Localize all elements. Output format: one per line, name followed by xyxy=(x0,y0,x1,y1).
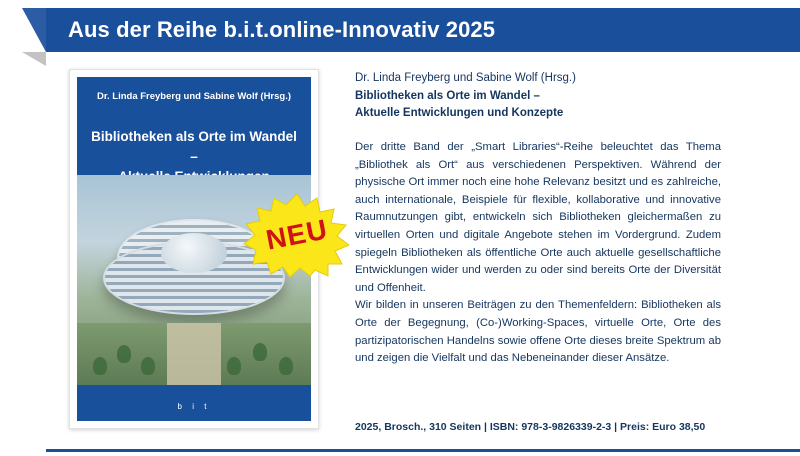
header-banner xyxy=(46,8,800,52)
tree-icon xyxy=(117,345,131,363)
new-badge xyxy=(243,192,351,278)
cover-title-line-1: Bibliotheken als Orte im Wandel – xyxy=(91,129,297,164)
tree-icon xyxy=(93,357,107,375)
book-description xyxy=(355,139,721,368)
corner-fold-icon xyxy=(22,8,46,52)
book-metadata: 2025, Brosch., 310 Seiten | ISBN: 978-3-9826339-2-3 | Preis: Euro 38,50 xyxy=(355,421,706,433)
tree-icon xyxy=(253,343,267,361)
book-description-paragraph-2: Wir bilden in unseren Beiträgen zu den Themenfeldern: Bibliotheken als Orte der Begegnung, (Co-)Working-Spaces, virtuelle Orte, Orte des partizipatorischen Handelns sowie offene Orte dieses breite Spektrum ab und zeigen die Vielfalt und das Nebeneinander dieser Ansätze. xyxy=(355,299,721,365)
book-title-line-2: Aktuelle Entwicklungen und Konzepte xyxy=(355,107,564,119)
plaza-path xyxy=(167,323,221,385)
book-info xyxy=(355,70,721,368)
book-authors: Dr. Linda Freyberg und Sabine Wolf (Hrsg.) xyxy=(355,72,576,84)
cover-editors: Dr. Linda Freyberg und Sabine Wolf (Hrsg.) xyxy=(96,91,292,102)
new-badge-label: NEU xyxy=(263,213,331,256)
tree-icon xyxy=(279,357,293,375)
book-title-line-1: Bibliotheken als Orte im Wandel – xyxy=(355,90,540,102)
page-title: Aus der Reihe b.i.t.online-Innovativ 2025 xyxy=(68,17,496,42)
book-description-paragraph-1: Der dritte Band der „Smart Libraries“-Reihe beleuchtet das Thema „Bibliothek als Ort“ aus verschiedenen Perspektiven. Während der physische Ort immer noch eine hohe Relevanz besitzt und es zahlreiche, auch internationale, Beispiele für flexible, kollaborative und innovative Raumnutzungen gibt, entwickeln sich Bibliotheken gleichermaßen zu virtuellen Orten und digitale Angebote stehen im Vordergrund. Zudem spiegeln Bibliotheken als öffentliche Orte auch aktuelle gesellschaftliche Entwicklungen wider und werden zu oder sind bereits Orte der Diversität und Offenheit. xyxy=(355,141,721,294)
tree-icon xyxy=(141,357,155,375)
bottom-divider xyxy=(46,449,800,452)
building-core xyxy=(161,233,227,273)
tree-icon xyxy=(227,357,241,375)
publisher-logo: b i t xyxy=(177,402,211,411)
corner-fold-shadow xyxy=(22,52,46,66)
